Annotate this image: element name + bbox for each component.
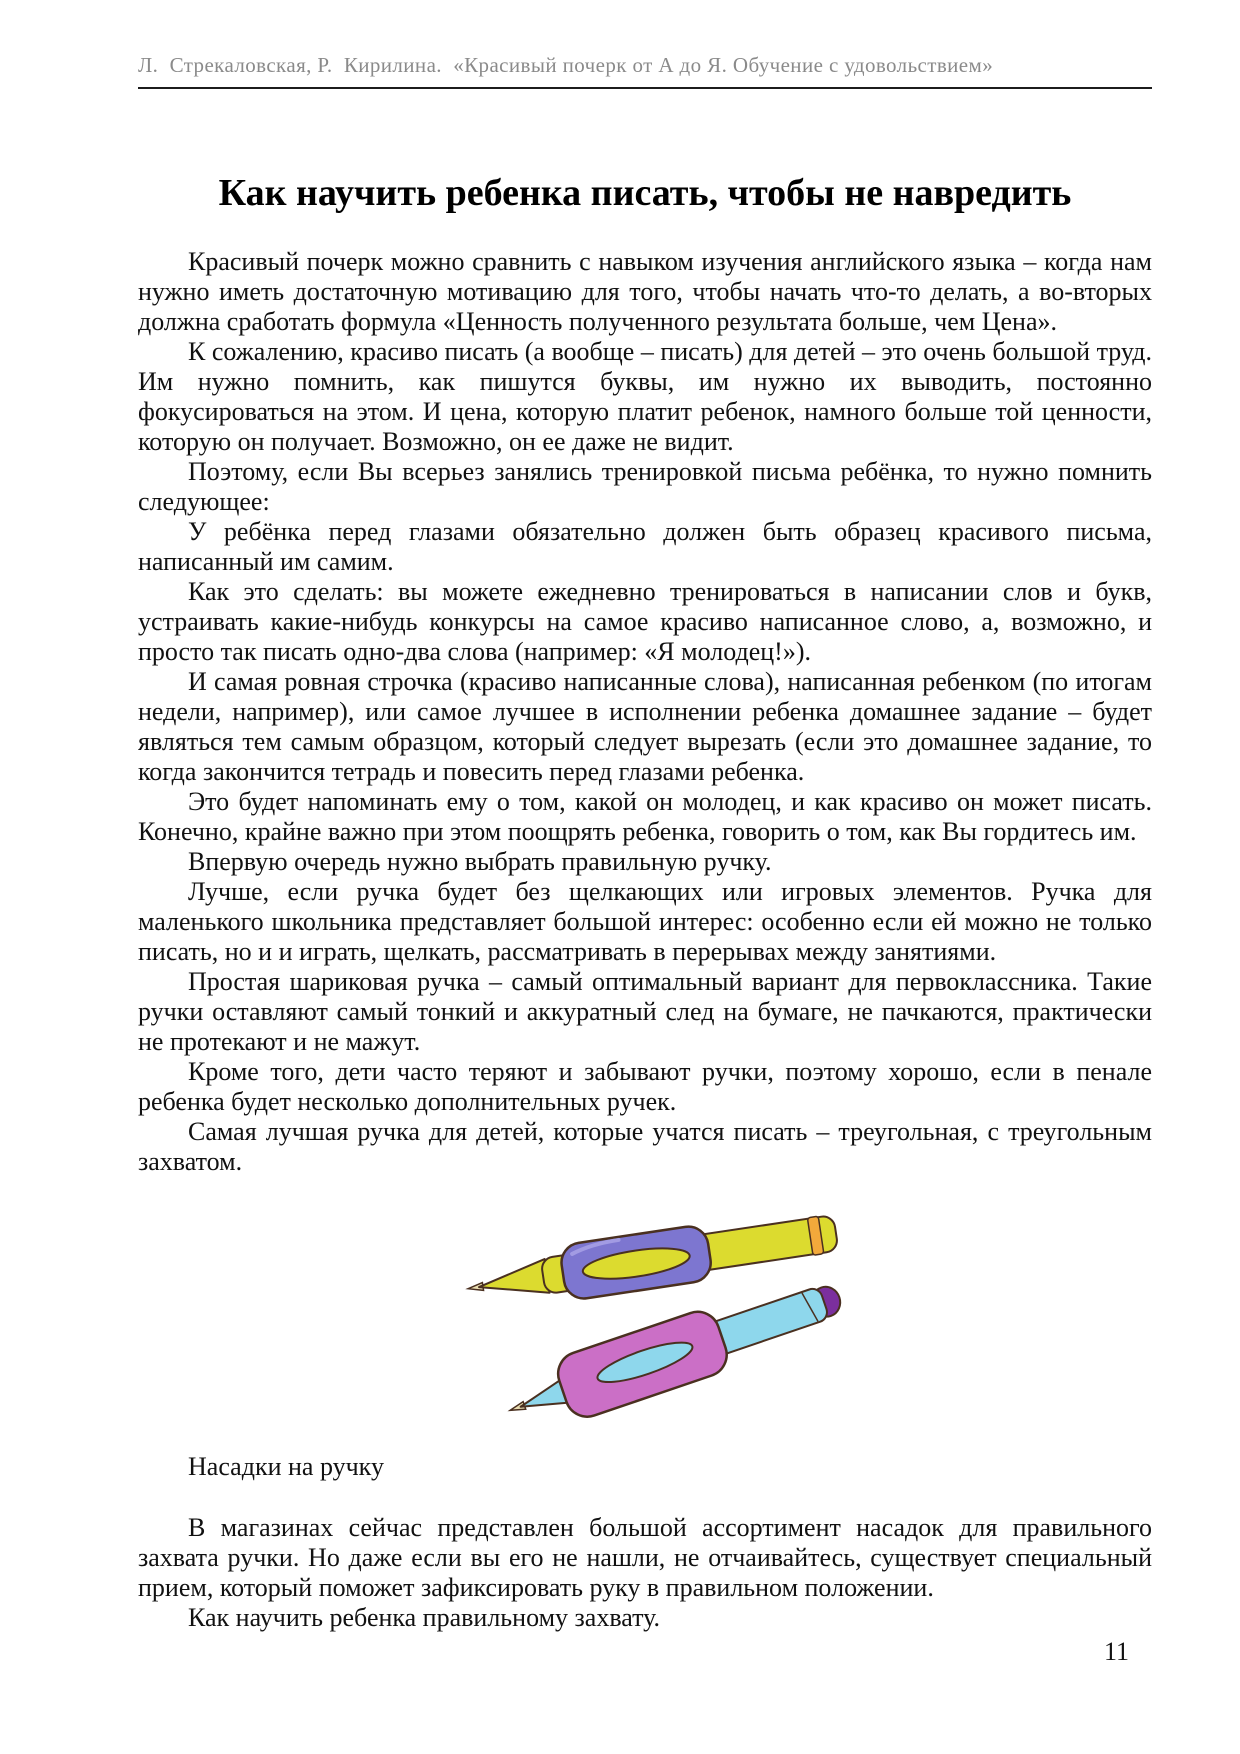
body-text (138, 247, 1152, 1177)
paragraph: Впервую очередь нужно выбрать правильную ручку. (188, 847, 772, 876)
paragraph: Простая шариковая ручка – самый оптимальный вариант для первоклассника. Такие ручки оставляют самый тонкий и аккуратный след на бумаге, не пачкаются, практически не протекают и не мажут. (138, 967, 1152, 1056)
chapter-title: Как научить ребенка писать, чтобы не навредить (218, 172, 1072, 214)
paragraph: Как это сделать: вы можете ежедневно тренироваться в написании слов и букв, устраивать какие-нибудь конкурсы на самое красиво написанное слово, а, возможно, и просто так писать одно-два слова (например: «Я молодец!»). (138, 577, 1152, 666)
running-header: Л. Стрекаловская, Р. Кирилина. «Красивый почерк от А до Я. Обучение с удовольствием» (138, 53, 994, 77)
paragraph: К сожалению, красиво писать (а вообще – писать) для детей – это очень большой труд. Им нужно помнить, как пишутся буквы, им нужно их выводить, постоянно фокусироваться на этом. И цена, которую платит ребенок, намного больше той ценности, которую он получает. Возможно, он ее даже не видит. (138, 337, 1152, 456)
pen-tip (509, 1402, 526, 1414)
paragraph: Красивый почерк можно сравнить с навыком изучения английского языка – когда нам нужно иметь достаточную мотивацию для того, чтобы начать что-то делать, а во-вторых должна сработать формула «Ценность полученного результата больше, чем Цена». (138, 247, 1152, 336)
pen-cone (476, 1259, 549, 1303)
paragraph: Поэтому, если Вы всерьез занялись тренировкой письма ребёнка, то нужно помнить следующее: (138, 457, 1152, 516)
page-number: 11 (1104, 1637, 1130, 1666)
illustration-caption: Насадки на ручку (188, 1452, 384, 1481)
paragraph: Кроме того, дети часто теряют и забывают ручки, поэтому хорошо, если в пенале ребенка будет несколько дополнительных ручек. (138, 1057, 1152, 1116)
paragraph: В магазинах сейчас представлен большой ассортимент насадок для правильного захвата ручки. Но даже если вы его не нашли, не отчаивайтесь, существует специальный прием, который поможет зафиксировать руку в правильном положении. (138, 1513, 1152, 1602)
paragraph: И самая ровная строчка (красиво написанные слова), написанная ребенком (по итогам недели, например), или самое лучшее в исполнении ребенка домашнее задание – будет являться тем самым образцом, который следует вырезать (если это домашнее задание, то когда закончится тетрадь и повесить перед глазами ребенка. (138, 667, 1152, 786)
header-divider (138, 87, 1152, 89)
pens-illustration (398, 1203, 910, 1451)
paragraph: Как научить ребенка правильному захвату. (188, 1603, 661, 1632)
paragraph: Это будет напоминать ему о том, какой он молодец, и как красиво он может писать. Конечно, крайне важно при этом поощрять ребенка, говорить о том, как Вы гордитесь им. (138, 787, 1152, 846)
paragraph: У ребёнка перед глазами обязательно должен быть образец красивого письма, написанный им самим. (138, 517, 1152, 576)
paragraph: Лучше, если ручка будет без щелкающих или игровых элементов. Ручка для маленького школьника представляет большой интерес: особенно если ей можно не только писать, но и и играть, щелкать, рассматривать в перерывах между занятиями. (138, 877, 1152, 966)
caption-block (138, 1452, 1152, 1633)
paragraph: Самая лучшая ручка для детей, которые учатся писать – треугольная, с треугольным захватом. (138, 1117, 1152, 1176)
